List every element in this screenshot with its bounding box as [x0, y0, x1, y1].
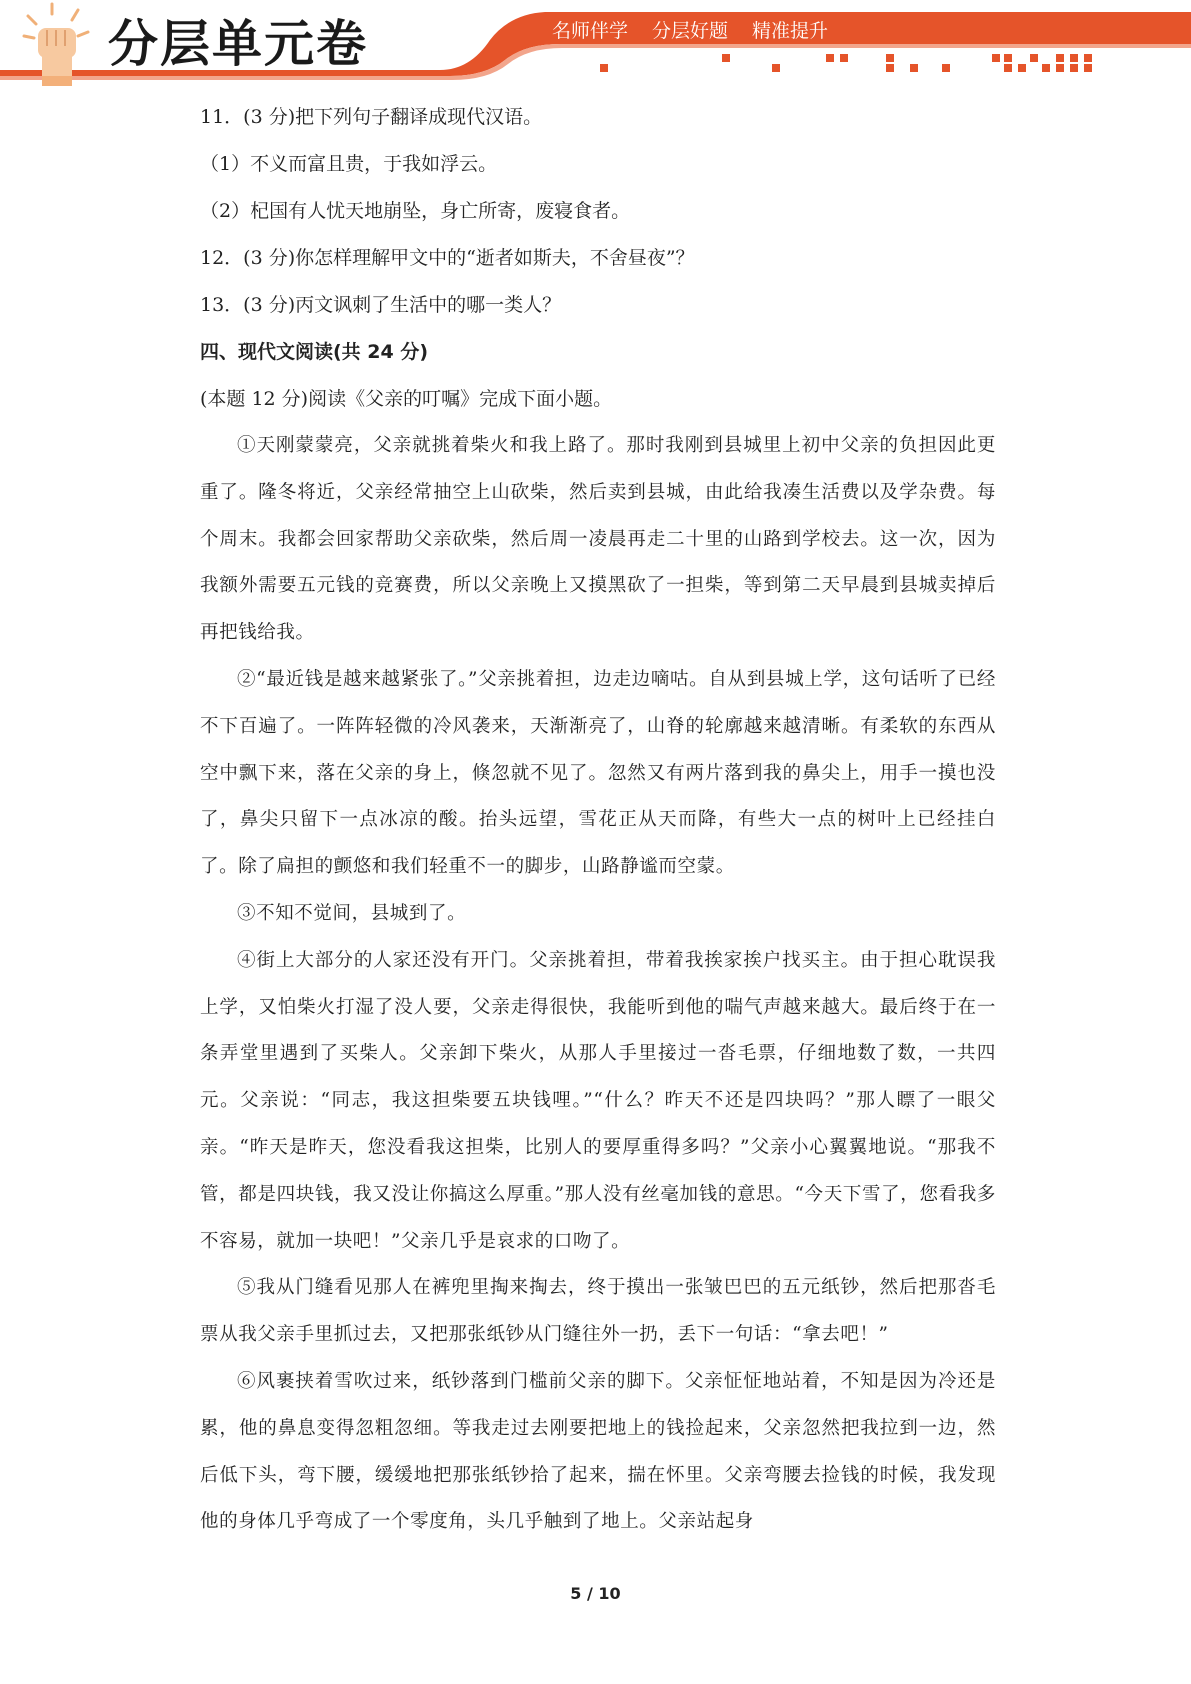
header-dot-pattern: [0, 58, 1191, 82]
decor-dot: [772, 64, 780, 72]
question-13: 13．(3 分)丙文讽刺了生活中的哪一类人？: [200, 294, 562, 316]
decor-dot: [942, 64, 950, 72]
decor-dot: [992, 54, 1000, 62]
slogan-3: 精准提升: [752, 20, 829, 42]
decor-dot: [910, 64, 918, 72]
decor-dot: [600, 64, 608, 72]
passage-paragraph-6: ⑥风裹挟着雪吹过来，纸钞落到门槛前父亲的脚下。父亲怔怔地站着，不知是因为冷还是累，他的鼻息变得忽粗忽细。等我走过去刚要把地上的钱捡起来，父亲忽然把我拉到一边，然后低下头，弯下腰，缓缓地把那张纸钞拾了起来，揣在怀里。父亲弯腰去捡钱的时候，我发现他的身体几乎弯成了一个零度角，头几乎触到了地上。父亲站起身: [200, 1370, 996, 1533]
section-heading: 四、现代文阅读(共 24 分): [200, 341, 429, 363]
passage-paragraph-4: ④街上大部分的人家还没有开门。父亲挑着担，带着我挨家挨户找买主。由于担心耽误我上学，又怕柴火打湿了没人要，父亲走得很快，我能听到他的喘气声越来越大。最后终于在一条弄堂里遇到了买柴人。父亲卸下柴火，从那人手里接过一沓毛票，仔细地数了数，一共四元。父亲说：“同志，我这担柴要五块钱哩。”“什么？昨天不还是四块吗？”那人瞟了一眼父亲。“昨天是昨天，您没看我这担柴，比别人的要厚重得多吗？”父亲小心翼翼地说。“那我不管，都是四块钱，我又没让你搞这么厚重。”那人没有丝毫加钱的意思。“今天下雪了，您看我多不容易，就加一块吧！”父亲几乎是哀求的口吻了。: [200, 949, 996, 1252]
question-11-part-2: （2）杞国有人忧天地崩坠，身亡所寄，废寝食者。: [200, 200, 631, 222]
decor-dot: [1004, 54, 1012, 62]
header-slogans: [552, 16, 828, 43]
question-11-part-1: （1）不义而富且贵，于我如浮云。: [200, 153, 498, 175]
section-intro: (本题 12 分)阅读《父亲的叮嘱》完成下面小题。: [200, 388, 613, 410]
slogan-2: 分层好题: [652, 20, 729, 42]
reading-passage: [200, 423, 996, 1546]
passage-paragraph-1: ①天刚蒙蒙亮，父亲就挑着柴火和我上路了。那时我刚到县城里上初中父亲的负担因此更重了。隆冬将近，父亲经常抽空上山砍柴，然后卖到县城，由此给我凑生活费以及学杂费。每个周末。我都会回家帮助父亲砍柴，然后周一凌晨再走二十里的山路到学校去。这一次，因为我额外需要五元钱的竞赛费，所以父亲晚上又摸黑砍了一担柴，等到第二天早晨到县城卖掉后再把钱给我。: [200, 435, 996, 644]
passage-paragraph-5: ⑤我从门缝看见那人在裤兜里掏来掏去，终于摸出一张皱巴巴的五元纸钞，然后把那沓毛票从我父亲手里抓过去，又把那张纸钞从门缝往外一扔，丢下一句话：“拿去吧！”: [200, 1277, 996, 1346]
decor-dot: [826, 54, 834, 62]
decor-dot: [1018, 64, 1026, 72]
decor-dot: [1084, 64, 1092, 72]
page-header: [0, 0, 1191, 95]
decor-dot: [886, 64, 894, 72]
question-12: 12．(3 分)你怎样理解甲文中的“逝者如斯夫，不舍昼夜”？: [200, 247, 695, 269]
passage-paragraph-3: ③不知不觉间，县城到了。: [237, 902, 467, 924]
slogan-1: 名师伴学: [552, 20, 629, 42]
decor-dot: [1084, 54, 1092, 62]
decor-dot: [1030, 54, 1038, 62]
decor-dot: [1070, 54, 1078, 62]
decor-dot: [1004, 64, 1012, 72]
question-11: 11．(3 分)把下列句子翻译成现代汉语。: [200, 106, 543, 128]
brand-title: 分层单元卷: [108, 15, 368, 73]
decor-dot: [1042, 64, 1050, 72]
decor-dot: [886, 54, 894, 62]
decor-dot: [1056, 64, 1064, 72]
decor-dot: [1056, 54, 1064, 62]
passage-paragraph-2: ②“最近钱是越来越紧张了。”父亲挑着担，边走边嘀咕。自从到县城上学，这句话听了已经不下百遍了。一阵阵轻微的冷风袭来，天渐渐亮了，山脊的轮廓越来越清晰。有柔软的东西从空中飘下来，落在父亲的身上，倏忽就不见了。忽然又有两片落到我的鼻尖上，用手一摸也没了，鼻尖只留下一点冰凉的酸。抬头远望，雪花正从天而降，有些大一点的树叶上已经挂白了。除了扁担的颤悠和我们轻重不一的脚步，山路静谧而空蒙。: [200, 668, 996, 878]
decor-dot: [722, 54, 730, 62]
page-number: 5 / 10: [570, 1584, 621, 1603]
decor-dot: [840, 54, 848, 62]
page-content: [200, 94, 996, 1546]
decor-dot: [1070, 64, 1078, 72]
